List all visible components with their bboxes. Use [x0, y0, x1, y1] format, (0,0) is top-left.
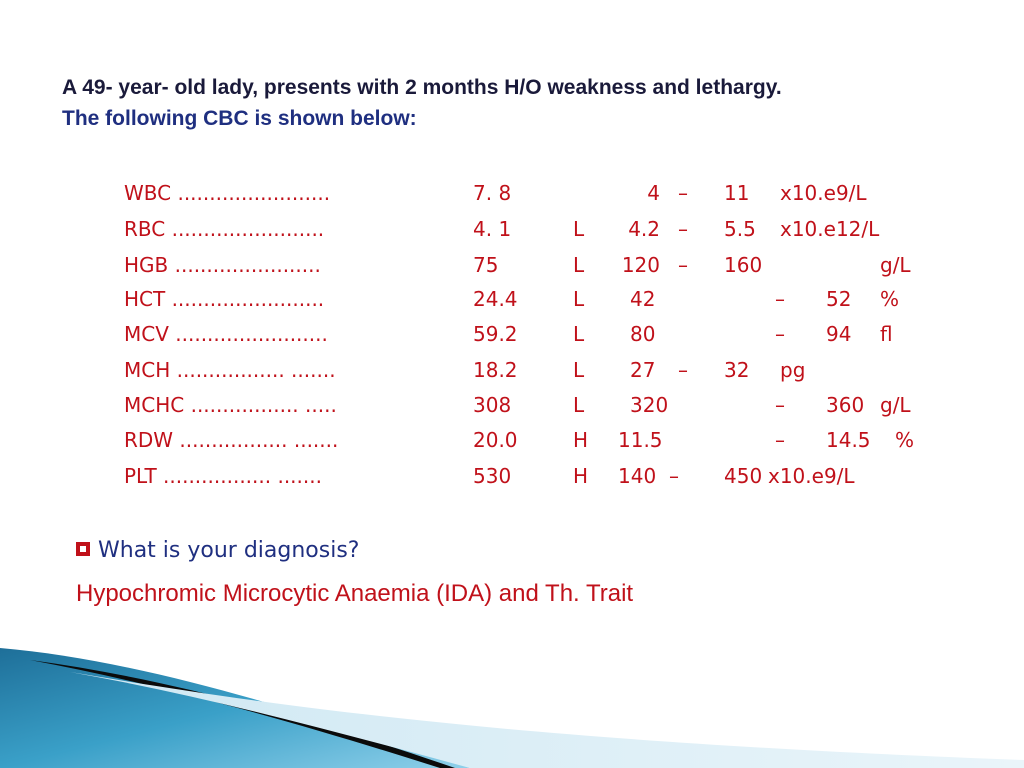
test-unit: g/L	[880, 253, 911, 277]
test-name: MCHC ................. .....	[124, 393, 337, 417]
test-unit: %	[880, 287, 900, 311]
test-unit: x10.e12/L	[780, 217, 880, 241]
test-unit: x10.e9/L	[780, 181, 867, 205]
decorative-swoosh	[0, 620, 1024, 768]
test-name: HCT ........................	[124, 287, 325, 311]
range-low: 11.5	[618, 428, 663, 452]
range-low: 27	[630, 358, 656, 382]
range-dash: –	[775, 428, 785, 452]
test-flag: L	[573, 358, 585, 382]
test-flag: H	[573, 464, 589, 488]
test-value: 20.0	[473, 428, 518, 452]
test-unit: pg	[780, 358, 806, 382]
test-flag: L	[573, 253, 585, 277]
test-unit: x10.e9/L	[768, 464, 855, 488]
test-unit: fl	[880, 322, 893, 346]
range-low: 320	[630, 393, 669, 417]
test-name: RBC ........................	[124, 217, 325, 241]
test-flag: L	[573, 287, 585, 311]
range-low: 42	[630, 287, 656, 311]
test-flag: L	[573, 393, 585, 417]
range-dash: –	[775, 322, 785, 346]
range-low: 120	[621, 253, 660, 277]
diagnosis-question	[76, 538, 359, 563]
test-name: HGB .......................	[124, 253, 321, 277]
range-low: 80	[630, 322, 656, 346]
range-dash: –	[669, 464, 679, 488]
range-dash: –	[775, 393, 785, 417]
range-high: 5.5	[724, 217, 756, 241]
test-value: 4. 1	[473, 217, 512, 241]
bullet-icon	[76, 542, 90, 556]
test-value: 24.4	[473, 287, 518, 311]
test-name: WBC ........................	[124, 181, 331, 205]
range-dash: –	[678, 358, 688, 382]
range-dash: –	[678, 253, 688, 277]
test-flag: L	[573, 217, 585, 241]
diagnosis-answer: Hypochromic Microcytic Anaemia (IDA) and Th. Trait	[76, 580, 634, 607]
range-dash: –	[678, 181, 688, 205]
test-value: 308	[473, 393, 512, 417]
range-low: 140	[618, 464, 657, 488]
test-name: MCV ........................	[124, 322, 328, 346]
test-value: 7. 8	[473, 181, 512, 205]
test-flag: H	[573, 428, 589, 452]
test-name: PLT ................. .......	[124, 464, 322, 488]
slide-title	[62, 72, 982, 134]
test-unit: g/L	[880, 393, 911, 417]
range-dash: –	[678, 217, 688, 241]
range-low: 4.2	[628, 217, 660, 241]
question-text: What is your diagnosis?	[98, 538, 360, 563]
range-dash: –	[775, 287, 785, 311]
range-high: 14.5	[826, 428, 871, 452]
test-name: RDW ................. .......	[124, 428, 339, 452]
test-value: 75	[473, 253, 499, 277]
test-unit: %	[895, 428, 915, 452]
range-high: 52	[826, 287, 852, 311]
range-high: 32	[724, 358, 750, 382]
test-value: 18.2	[473, 358, 518, 382]
range-high: 360	[826, 393, 865, 417]
test-name: MCH ................. .......	[124, 358, 336, 382]
test-value: 59.2	[473, 322, 518, 346]
title-line-2: The following CBC is shown below:	[62, 107, 417, 130]
test-flag: L	[573, 322, 585, 346]
range-low: 4	[647, 181, 660, 205]
range-high: 450	[724, 464, 763, 488]
test-value: 530	[473, 464, 512, 488]
range-high: 94	[826, 322, 852, 346]
range-high: 160	[724, 253, 763, 277]
title-line-1: A 49- year- old lady, presents with 2 months H/O weakness and lethargy.	[62, 76, 782, 99]
range-high: 11	[724, 181, 750, 205]
